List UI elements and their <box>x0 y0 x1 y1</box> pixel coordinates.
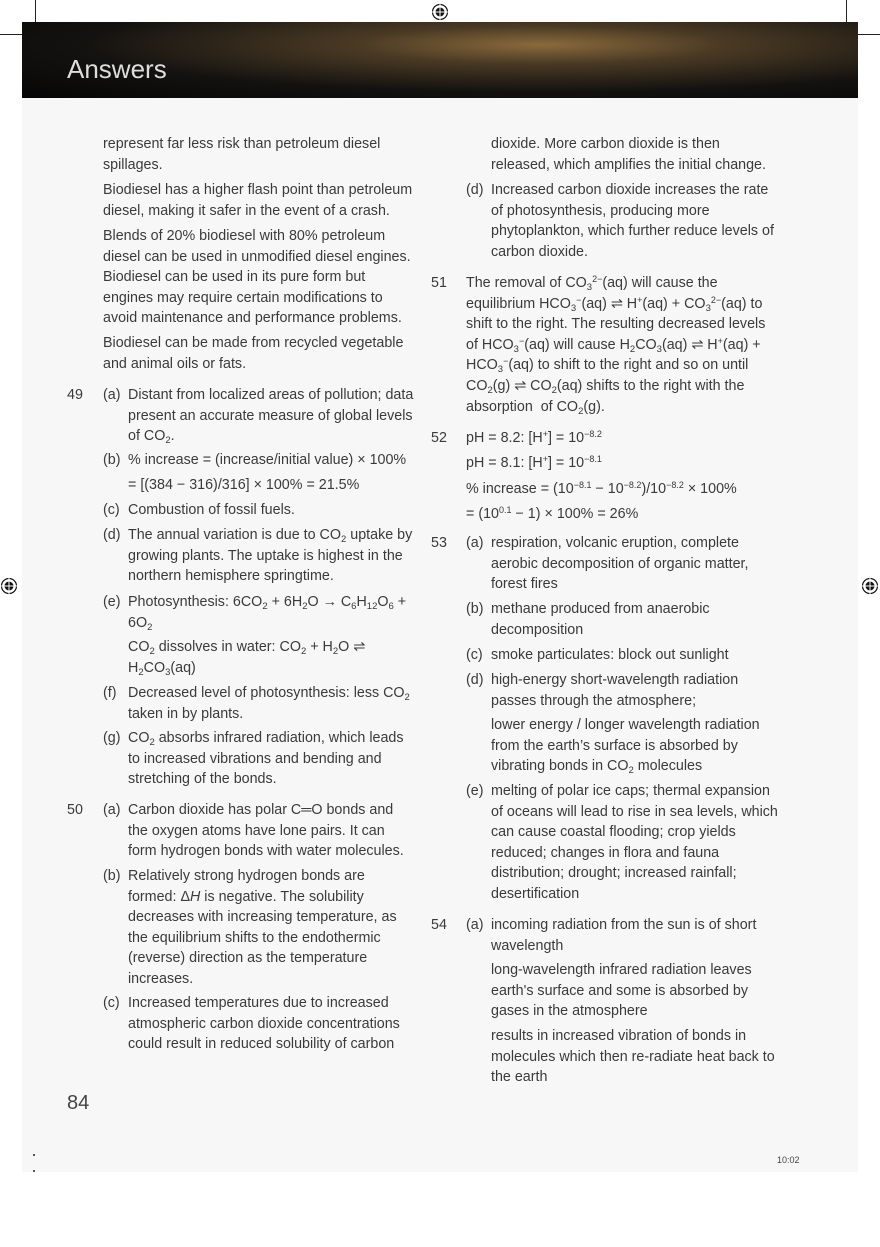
part-label: (d) <box>466 182 484 198</box>
part-label: (a) <box>466 535 484 551</box>
answer-text: = $(10^{0.1} - 1) \times 100\% = 26\%$ <box>466 505 639 522</box>
part-label: (c) <box>103 995 120 1011</box>
answer-text: pH = 8.1: $[H^+] = 10^{-8.1}$ <box>466 454 602 471</box>
answer-text: Increased temperatures due to increased atmospheric carbon dioxide concentrations could result in reduced solubility of carbon <box>128 995 400 1053</box>
answer-text: high-energy short-wavelength radiation passes through the atmosphere; <box>491 672 739 709</box>
question-number: 54 <box>431 917 447 933</box>
page-number: 84 <box>67 1092 90 1114</box>
question-number: 51 <box>431 275 447 291</box>
part-label: (d) <box>466 672 484 688</box>
question-number: 49 <box>67 387 83 403</box>
answer-text: methane produced from anaerobic decomposition <box>491 601 710 638</box>
part-label: (b) <box>466 601 484 617</box>
answer-text: Combustion of fossil fuels. <box>128 502 295 518</box>
question-number: 52 <box>431 430 447 446</box>
part-label: (c) <box>103 502 120 518</box>
crop-mark <box>35 0 36 22</box>
part-label: (c) <box>466 647 483 663</box>
question-number: 50 <box>67 802 83 818</box>
answer-text: dioxide. More carbon dioxide is then released, which amplifies the initial change. <box>491 136 766 173</box>
answer-text: Decreased level of photosynthesis: less $CO_2$ taken in by plants. <box>128 685 410 722</box>
print-mark <box>33 1170 35 1172</box>
part-label: (a) <box>103 802 121 818</box>
part-label: (a) <box>466 917 484 933</box>
answer-text: $CO_2$ dissolves in water: $CO_2 + H_2O$ ⇌ $H_2CO_3(aq)$ <box>128 639 366 678</box>
registration-mark-icon <box>861 577 879 595</box>
answer-text: Distant from localized areas of pollution; data present an accurate measure of global levels of $CO_2$. <box>128 387 414 447</box>
paragraph: represent far less risk than petroleum diesel spillages. <box>103 136 381 173</box>
answer-text: = [(384 − 316)/316] × 100% = 21.5% <box>128 477 360 493</box>
answer-text: % increase = (increase/initial value) × 100% <box>128 452 407 468</box>
part-label: (f) <box>103 685 117 701</box>
answer-text: lower energy / longer wavelength radiation from the earth’s surface is absorbed by vibrating bonds in $CO_2$ molecules <box>491 717 760 777</box>
crop-mark <box>0 34 22 35</box>
part-label: (d) <box>103 527 121 543</box>
answer-text: The annual variation is due to $CO_2$ uptake by growing plants. The uptake is highest in the northern hemisphere springtime. <box>128 527 413 585</box>
paragraph: Biodiesel has a higher flash point than petroleum diesel, making it safer in the event of a crash. <box>103 182 413 219</box>
answer-text: Increased carbon dioxide increases the rate of photosynthesis, producing more phytoplankton, which further reduce levels of carbon dioxide. <box>491 182 774 260</box>
answer-text: incoming radiation from the sun is of short wavelength <box>491 917 757 954</box>
crop-mark <box>858 34 880 35</box>
crop-mark <box>846 0 847 22</box>
part-label: (b) <box>103 868 121 884</box>
answer-text: melting of polar ice caps; thermal expansion of oceans will lead to rise in sea levels, which can cause coastal flooding; crop yields reduced; changes in flora and fauna distribution; drought; increased rainfall; desertification <box>491 783 778 902</box>
answer-text: Carbon dioxide has polar C═O bonds and the oxygen atoms have lone pairs. It can form hydrogen bonds with water molecules. <box>128 802 404 860</box>
answer-text: results in increased vibration of bonds in molecules which then re-radiate heat back to the earth <box>491 1028 775 1086</box>
part-label: (e) <box>466 783 484 799</box>
print-mark <box>33 1154 35 1156</box>
paragraph: Blends of 20% biodiesel with 80% petroleum diesel can be used in unmodified diesel engines. Biodiesel can be used in its pure form but engines may require certain modifications to avoid maintenance and performance problems. <box>103 228 411 327</box>
part-label: (b) <box>103 452 121 468</box>
registration-mark-icon <box>0 577 18 595</box>
answer-text: long-wavelength infrared radiation leaves earth's surface and some is absorbed by gases in the atmosphere <box>491 962 752 1020</box>
answer-text: % increase = $(10^{-8.1} - 10^{-8.2})/10^{-8.2} \times 100\%$ <box>466 480 737 497</box>
answer-text: respiration, volcanic eruption, complete aerobic decomposition of organic matter, forest fires <box>491 535 749 593</box>
part-label: (a) <box>103 387 121 403</box>
part-label: (g) <box>103 730 121 746</box>
page-title: Answers <box>67 54 167 84</box>
answer-text: Photosynthesis: $6CO_2 + 6H_2O \to C_6H_{12}O_6 + 6O_2$ <box>128 594 407 633</box>
answer-text: The removal of $CO_3^{2-}(aq)$ will cause the equilibrium $HCO_3^-(aq)$ ⇌ $H^+(aq) + CO_3^{2-}(aq)$ to shift to the right. The resulting decreased levels of $HCO_3^-(aq)$ will cause $H_2CO_3(aq)$ ⇌ $H^+(aq) + HCO_3^-(aq)$ to shift to the right and so on until $CO_2(g)$ ⇌ $CO_2(aq)$ shifts to the right with the absorption of $CO_2(g)$. <box>466 274 766 417</box>
footer-timestamp: 10:02 <box>777 1155 800 1165</box>
answer-text: Relatively strong hydrogen bonds are formed: ΔH is negative. The solubility decreases with increasing temperature, as the equilibrium shifts to the endothermic (reverse) direction as the temperature increases. <box>128 868 397 987</box>
question-number: 53 <box>431 535 447 551</box>
answer-text: $CO_2$ absorbs infrared radiation, which leads to increased vibrations and bending and stretching of the bonds. <box>128 730 404 788</box>
part-label: (e) <box>103 594 121 610</box>
registration-mark-icon <box>431 3 449 21</box>
answer-text: smoke particulates: block out sunlight <box>491 647 729 663</box>
answer-text: pH = 8.2: $[H^+] = 10^{-8.2}$ <box>466 429 602 446</box>
paragraph: Biodiesel can be made from recycled vegetable and animal oils or fats. <box>103 335 404 372</box>
